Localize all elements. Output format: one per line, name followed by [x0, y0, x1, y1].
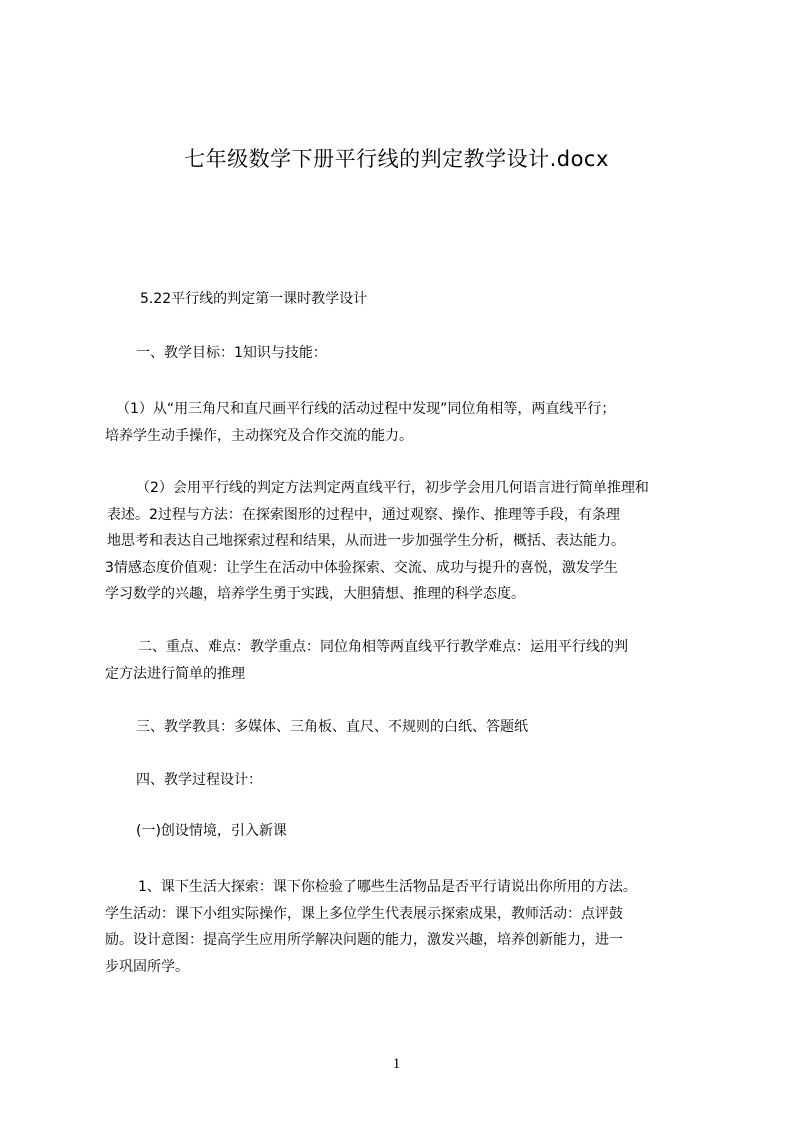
text-line: 步巩固所学。: [105, 958, 189, 975]
text-line: （2）会用平行线的判定方法判定两直线平行，初步学会用几何语言进行简单推理和: [136, 480, 649, 496]
text-line: (一)创设情境，引入新课: [136, 823, 287, 839]
document-title: 七年级数学下册平行线的判定教学设计.docx: [184, 147, 609, 171]
text-line: 5.22平行线的判定第一课时教学设计: [140, 291, 368, 307]
text-line: 学习数学的兴趣，培养学生勇于实践，大胆猜想、推理的科学态度。: [105, 586, 525, 602]
objectives-heading: [136, 340, 746, 367]
text-line: 培养学生动手操作，主动探究及合作交流的能力。: [105, 427, 413, 444]
process-heading: [136, 767, 746, 794]
objective-item-2: [105, 475, 715, 608]
text-line: 四、教学过程设计：: [136, 772, 262, 788]
focus-paragraph: [105, 634, 715, 687]
text-line: 一、教学目标：1知识与技能：: [136, 345, 327, 361]
text-line: 三、教学教具：多媒体、三角板、直尺、不规则的白纸、答题纸: [136, 719, 528, 735]
text-line: 地思考和表达自己地探索过程和结果，从而进一步加强学生分析，概括、表达能力。: [107, 533, 625, 549]
lesson-heading: [140, 286, 750, 313]
text-line: 1、课下生活大探索：课下你检验了哪些生活物品是否平行请说出你所用的方法。: [138, 879, 637, 895]
text-line: （1）从“用三角尺和直尺画平行线的活动过程中发现”同位角相等，两直线平行；: [116, 401, 616, 417]
activity-paragraph: [105, 874, 715, 980]
text-line: 二、重点、难点：教学重点：同位角相等两直线平行教学难点：运用平行线的判: [138, 639, 628, 655]
text-line: 定方法进行简单的推理: [105, 665, 245, 682]
text-line: 3情感态度价值观：让学生在活动中体验探索、交流、成功与提升的喜悦，激发学生: [105, 559, 618, 576]
tools-paragraph: [136, 714, 746, 741]
text-line: 学生活动：课下小组实际操作，课上多位学生代表展示探索成果，教师活动：点评鼓: [105, 905, 623, 922]
section-heading: [136, 818, 746, 845]
text-line: 表述。2过程与方法：在探索图形的过程中，通过观察、操作、推理等手段，有条理: [107, 506, 620, 523]
page-number: 1: [392, 1056, 401, 1072]
objective-item-1: [105, 396, 715, 449]
text-line: 励。设计意图：提高学生应用所学解决问题的能力，激发兴趣，培养创新能力，进一: [105, 932, 623, 948]
